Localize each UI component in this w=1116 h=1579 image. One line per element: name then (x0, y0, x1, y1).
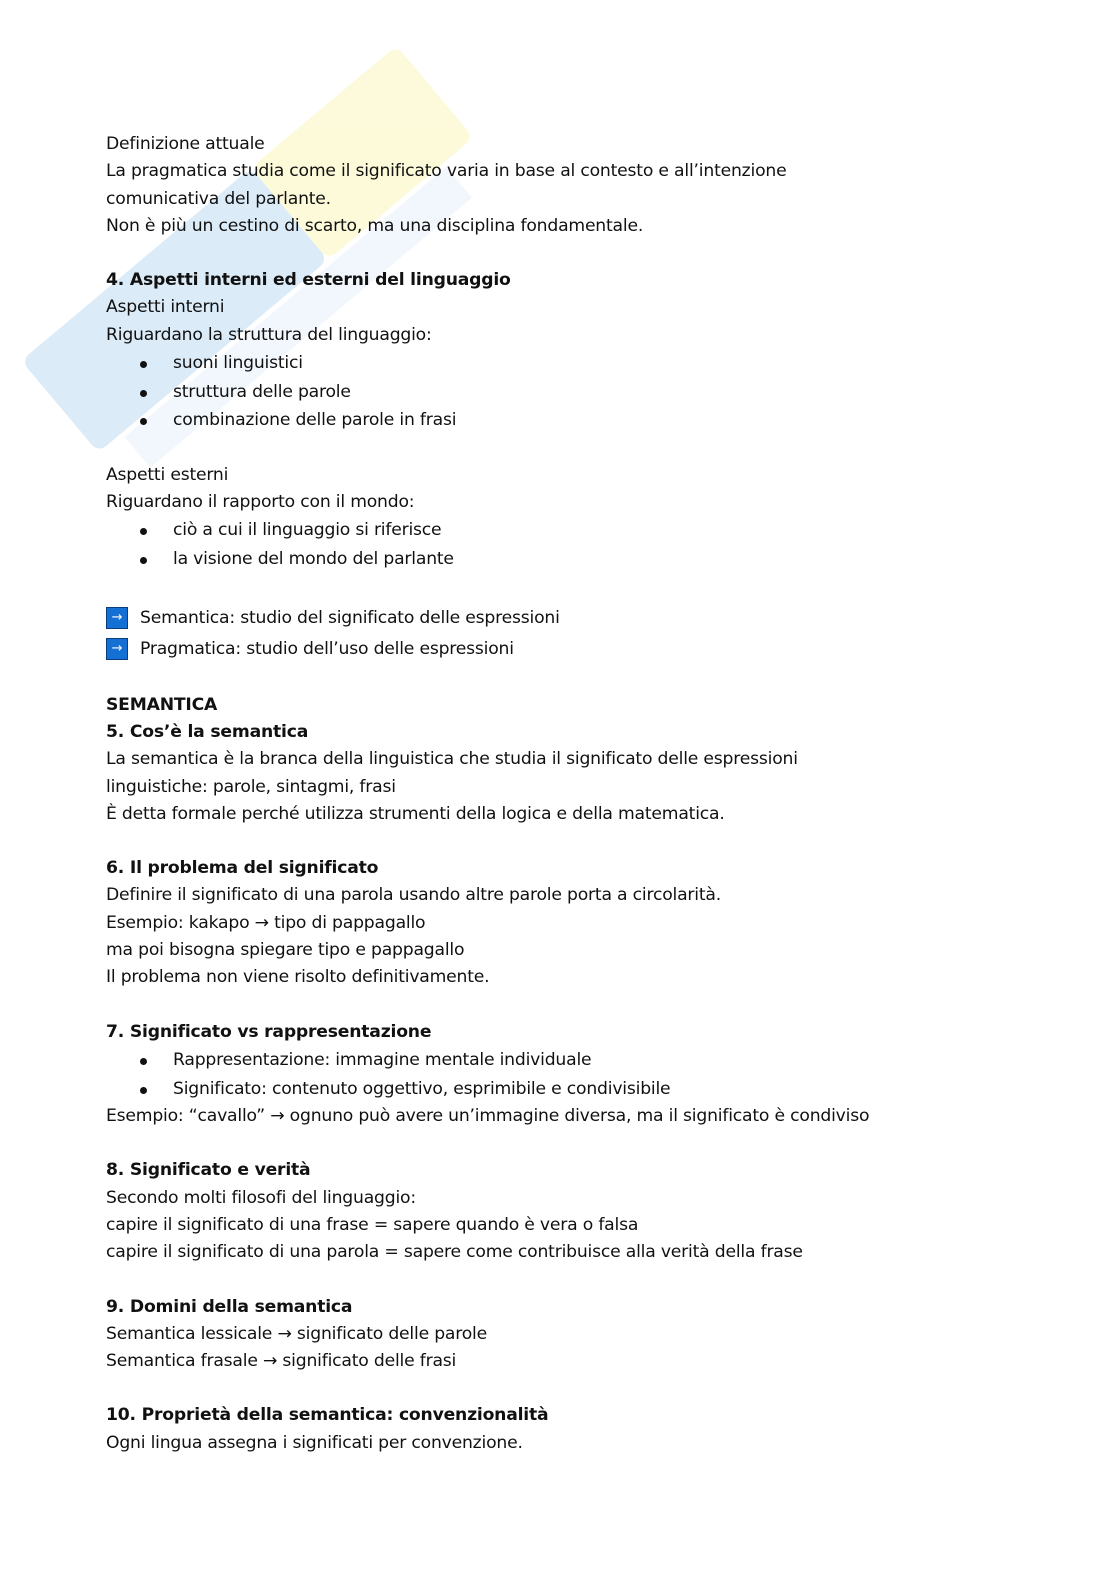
subheading: Aspetti esterni (106, 464, 229, 485)
document-page (106, 131, 1006, 1457)
paragraph-line: Esempio: kakapo → tipo di pappagallo (106, 912, 426, 933)
bullet-icon (140, 528, 147, 535)
arrow-line: → Semantica: studio del significato delle espressioni (106, 603, 1006, 634)
section-heading: SEMANTICA (106, 694, 218, 715)
bullet-icon (140, 557, 147, 564)
paragraph-line: Il problema non viene risolto definitivamente. (106, 967, 490, 988)
paragraph-line: Esempio: “cavallo” → ognuno può avere un’immagine diversa, ma il significato è condiviso (106, 1106, 870, 1127)
list-item: Significato: contenuto oggettivo, esprimibile e condivisibile (106, 1075, 1006, 1104)
right-arrow-box-icon: → (106, 607, 128, 629)
bullet-icon (140, 418, 147, 425)
paragraph-line: Definire il significato di una parola usando altre parole porta a circolarità. (106, 885, 722, 906)
paragraph-line: Semantica frasale → significato delle frasi (106, 1351, 457, 1372)
list-item: Rappresentazione: immagine mentale individuale (106, 1046, 1006, 1075)
paragraph-line: La semantica è la branca della linguistica che studia il significato delle espressioni (106, 749, 798, 770)
paragraph-line: Ogni lingua assegna i significati per convenzione. (106, 1432, 523, 1453)
list-item: struttura delle parole (106, 378, 1006, 407)
section-heading: 5. Cos’è la semantica (106, 721, 309, 742)
list-item: combinazione delle parole in frasi (106, 406, 1006, 435)
section-heading: 4. Aspetti interni ed esterni del linguaggio (106, 270, 511, 291)
right-arrow-box-icon: → (106, 638, 128, 660)
paragraph-line: Non è più un cestino di scarto, ma una disciplina fondamentale. (106, 215, 644, 236)
paragraph-line: È detta formale perché utilizza strumenti della logica e della matematica. (106, 803, 725, 824)
bullet-icon (140, 1058, 147, 1065)
paragraph-line: Riguardano il rapporto con il mondo: (106, 492, 415, 513)
section-heading: 7. Significato vs rappresentazione (106, 1021, 432, 1042)
paragraph-line: capire il significato di una parola = sapere come contribuisce alla verità della frase (106, 1242, 803, 1263)
paragraph-line: La pragmatica studia come il significato varia in base al contesto e all’intenzione (106, 161, 787, 182)
paragraph-line: linguistiche: parole, sintagmi, frasi (106, 776, 396, 797)
section-heading: 10. Proprietà della semantica: convenzionalità (106, 1405, 549, 1426)
arrow-line: → Pragmatica: studio dell’uso delle espressioni (106, 634, 1006, 665)
subheading: Aspetti interni (106, 297, 225, 318)
bullet-icon (140, 390, 147, 397)
bullet-icon (140, 361, 147, 368)
paragraph-line: ma poi bisogna spiegare tipo e pappagallo (106, 940, 465, 961)
section-heading: 9. Domini della semantica (106, 1296, 353, 1317)
paragraph-line: Secondo molti filosofi del linguaggio: (106, 1187, 416, 1208)
paragraph-line: Semantica lessicale → significato delle parole (106, 1323, 488, 1344)
bullet-icon (140, 1087, 147, 1094)
section-heading: 8. Significato e verità (106, 1160, 311, 1181)
list-item: suoni linguistici (106, 349, 1006, 378)
list-item: la visione del mondo del parlante (106, 545, 1006, 574)
paragraph-line: capire il significato di una frase = sapere quando è vera o falsa (106, 1214, 639, 1235)
paragraph-line: Riguardano la struttura del linguaggio: (106, 324, 432, 345)
subheading: Definizione attuale (106, 134, 265, 154)
list-item: ciò a cui il linguaggio si riferisce (106, 516, 1006, 545)
section-heading: 6. Il problema del significato (106, 858, 379, 879)
paragraph-line: comunicativa del parlante. (106, 188, 331, 209)
